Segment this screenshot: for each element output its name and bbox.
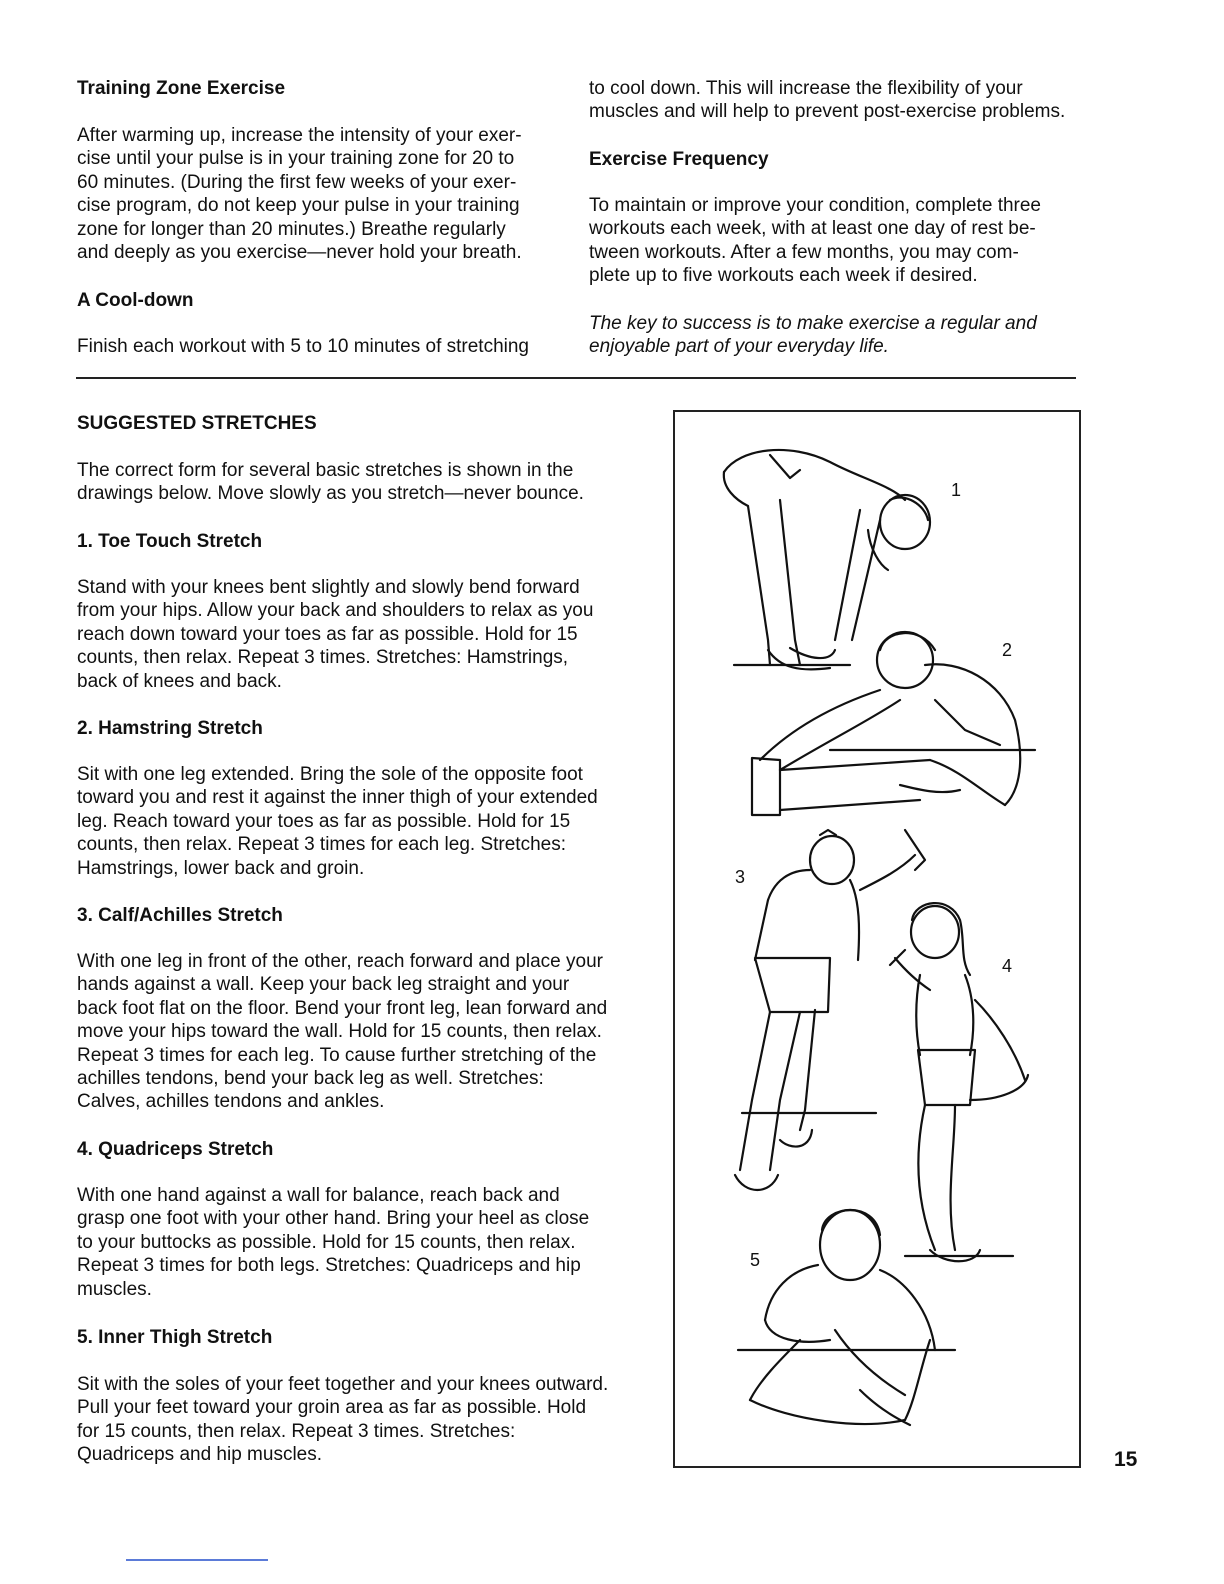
text-line: back of knees and back. [77,670,282,692]
toe-touch-figure [724,450,930,669]
text-line: toward you and rest it against the inner thigh of your extended [77,787,598,809]
figure-label-2: 2 [1002,640,1013,660]
text-line: to cool down. This will increase the flexibility of your [589,78,1023,99]
text-line: Pull your feet toward your groin area as far as possible. Hold [77,1397,587,1419]
text-line: cise until your pulse is in your training zone for 20 to [77,148,515,170]
text-line: to your buttocks as possible. Hold for 15 counts, then relax. [77,1231,576,1253]
text-line: cise program, do not keep your pulse in your training [77,195,520,217]
text-line: Hamstrings, lower back and groin. [77,857,365,879]
text-line: Finish each workout with 5 to 10 minutes of stretching [77,336,530,357]
text-line: reach down toward your toes as far as possible. Hold for 15 [77,623,578,645]
text-line: The key to success is to make exercise a regular and [589,313,1037,334]
text-line: counts, then relax. Repeat 3 times. Stretches: Hamstrings, [77,647,569,669]
inner-thigh-heading: 5. Inner Thigh Stretch [77,1327,273,1348]
text-line: leg. Reach toward your toes as far as possible. Hold for 15 [77,810,571,832]
text-line: and deeply as you exercise—never hold your breath. [77,242,522,264]
text-line: drawings below. Move slowly as you stretch—never bounce. [77,483,584,505]
text-line: Sit with one leg extended. Bring the sole of the opposite foot [77,764,583,785]
quadriceps-heading: 4. Quadriceps Stretch [77,1139,274,1160]
text-line: Quadriceps and hip muscles. [77,1444,323,1466]
cooldown-heading: A Cool-down [77,290,194,311]
text-line: Stand with your knees bent slightly and slowly bend forward [77,577,580,598]
figure-label-4: 4 [1002,956,1013,976]
figure-label-5: 5 [750,1250,761,1270]
text-line: muscles and will help to prevent post-exercise problems. [589,101,1066,123]
text-line: zone for longer than 20 minutes.) Breathe regularly [77,218,506,240]
text-line: hands against a wall. Keep your back leg straight and your [77,974,570,996]
text-line: muscles. [77,1278,152,1300]
toe-touch-heading: 1. Toe Touch Stretch [77,531,263,552]
text-line: Repeat 3 times for both legs. Stretches: Quadriceps and hip [77,1255,581,1277]
text-line: tween workouts. After a few months, you may com- [589,241,1019,263]
text-line: enjoyable part of your everyday life. [589,336,889,358]
suggested-stretches-heading: SUGGESTED STRETCHES [77,413,317,434]
text-line: Sit with the soles of your feet together and your knees outward. [77,1374,609,1395]
training-zone-heading: Training Zone Exercise [77,78,286,99]
calf-achilles-heading: 3. Calf/Achilles Stretch [77,905,283,926]
text-line: plete up to five workouts each week if desired. [589,265,978,287]
text-line: With one leg in front of the other, reach forward and place your [77,951,603,972]
exercise-frequency-heading: Exercise Frequency [589,149,769,170]
text-line: workouts each week, with at least one day of rest be- [589,218,1036,240]
figure-label-1: 1 [951,480,962,500]
inner-thigh-figure [738,1210,955,1425]
hamstring-heading: 2. Hamstring Stretch [77,718,263,739]
calf-achilles-figure [735,830,925,1190]
text-line: for 15 counts, then relax. Repeat 3 times. Stretches: [77,1420,516,1442]
text-line: With one hand against a wall for balance, reach back and [77,1185,560,1206]
text-line: To maintain or improve your condition, complete three [589,195,1042,216]
text-line: After warming up, increase the intensity of your exer- [77,125,522,146]
text-line: 60 minutes. (During the first few weeks of your exer- [77,171,517,193]
text-line: The correct form for several basic stretches is shown in the [77,460,574,481]
text-line: from your hips. Allow your back and shoulders to relax as you [77,600,594,622]
text-line: back foot flat on the floor. Bend your front leg, lean forward and [77,997,608,1019]
footer-accent-line [126,1559,268,1561]
page-number: 15 [1114,1448,1138,1471]
hamstring-figure [752,632,1035,815]
text-line: grasp one foot with your other hand. Bring your heel as close [77,1208,590,1230]
text-line: Calves, achilles tendons and ankles. [77,1091,385,1113]
text-line: move your hips toward the wall. Hold for 15 counts, then relax. [77,1021,602,1043]
text-line: achilles tendons, bend your back leg as well. Stretches: [77,1068,544,1090]
text-line: Repeat 3 times for each leg. To cause further stretching of the [77,1044,597,1066]
text-line: counts, then relax. Repeat 3 times for each leg. Stretches: [77,834,566,856]
figure-label-3: 3 [735,867,746,887]
